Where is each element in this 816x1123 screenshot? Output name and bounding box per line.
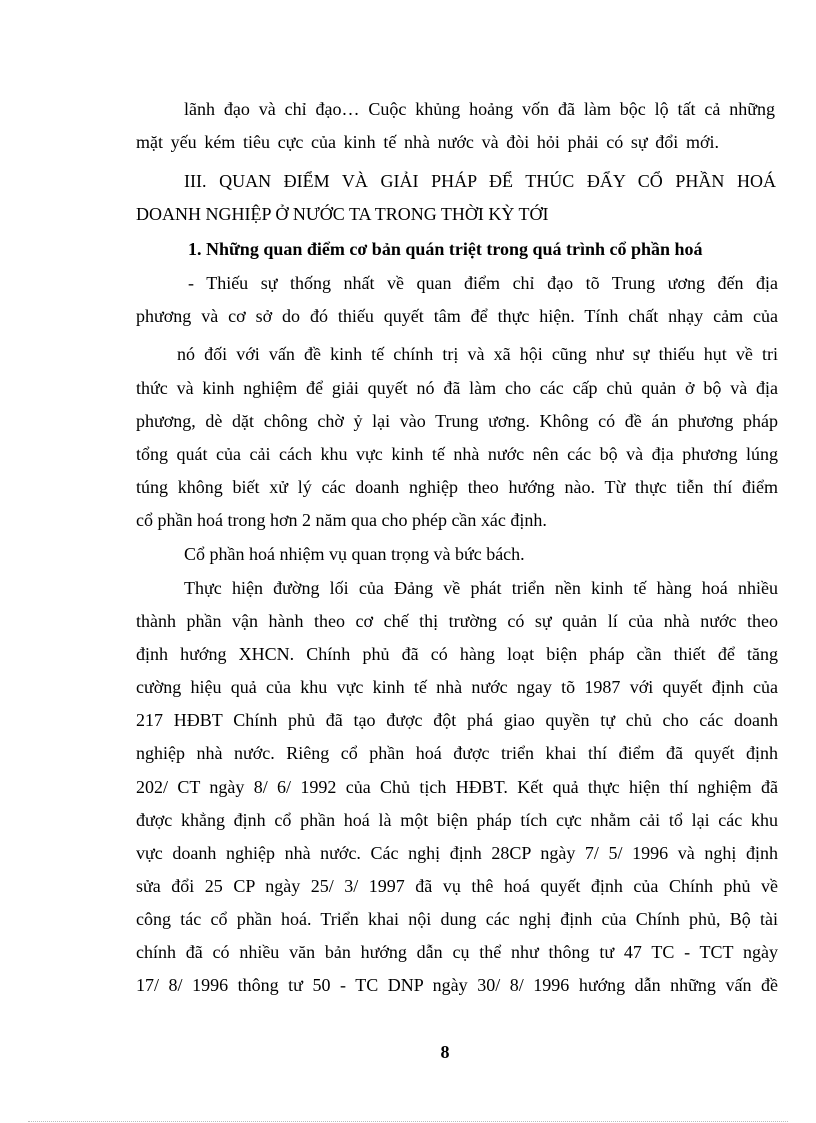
- section-heading-line-1: III. QUAN ĐIỂM VÀ GIẢI PHÁP ĐỂ THÚC ĐẨY CỔ PHẦN HOÁ: [184, 171, 776, 191]
- section-heading-line-2: DOANH NGHIỆP Ở NƯỚC TA TRONG THỜI KỲ TỚI: [136, 204, 549, 224]
- page-number: 8: [440, 1042, 450, 1062]
- text-line-26: chính đã có nhiều văn bản hướng dẫn cụ thể như thông tư 47 TC - TCT ngày: [136, 942, 778, 962]
- text-line-6: - Thiếu sự thống nhất về quan điểm chỉ đạo tõ Trung ương đến địa: [188, 273, 778, 293]
- text-line-9: thức và kinh nghiệm để giải quyết nó đã làm cho các cấp chủ quản ở bộ và địa: [136, 378, 778, 398]
- text-line-14: Cổ phần hoá nhiệm vụ quan trọng và bức bách.: [184, 544, 525, 564]
- text-line-23: vực doanh nghiệp nhà nước. Các nghị định 28CP ngày 7/ 5/ 1996 và nghị định: [136, 843, 778, 863]
- page-bottom-rule: [28, 1121, 788, 1122]
- text-line-11: tổng quát của cải cách khu vực kinh tế nhà nước nên các bộ và địa phương lúng: [136, 444, 778, 464]
- text-line-22: được khẳng định cổ phần hoá là một biện pháp tích cực nhằm cải tổ lại các khu: [136, 810, 778, 830]
- text-line-25: công tác cổ phần hoá. Triển khai nội dung các nghị định của Chính phủ, Bộ tài: [136, 909, 778, 929]
- text-line-18: cường hiệu quả của khu vực kinh tế nhà nước ngay tõ 1987 với quyết định của: [136, 677, 778, 697]
- text-line-16: thành phần vận hành theo cơ chế thị trường có sự quản lí của nhà nước theo: [136, 611, 778, 631]
- text-line-17: định hướng XHCN. Chính phủ đã có hàng loạt biện pháp cần thiết để tăng: [136, 644, 778, 664]
- text-line-21: 202/ CT ngày 8/ 6/ 1992 của Chủ tịch HĐBT. Kết quả thực hiện thí nghiệm đã: [136, 777, 778, 797]
- text-line-1: lãnh đạo và chỉ đạo… Cuộc khủng hoảng vốn đã làm bộc lộ tất cả những: [184, 99, 775, 119]
- subheading: 1. Những quan điểm cơ bản quán triệt trong quá trình cổ phần hoá: [188, 239, 703, 259]
- text-line-10: phương, dè dặt chông chờ ỷ lại vào Trung ương. Không có đề án phương pháp: [136, 411, 778, 431]
- text-line-8: nó đối với vấn đề kinh tế chính trị và xã hội cũng như sự thiếu hụt về tri: [177, 344, 778, 364]
- text-line-13: cổ phần hoá trong hơn 2 năm qua cho phép cần xác định.: [136, 510, 547, 530]
- text-line-12: túng không biết xử lý các doanh nghiệp theo hướng nào. Từ thực tiễn thí điểm: [136, 477, 778, 497]
- text-line-27: 17/ 8/ 1996 thông tư 50 - TC DNP ngày 30/ 8/ 1996 hướng dẫn những vấn đề: [136, 975, 778, 995]
- text-line-19: 217 HĐBT Chính phủ đã tạo được đột phá giao quyền tự chủ cho các doanh: [136, 710, 778, 730]
- text-line-20: nghiệp nhà nước. Riêng cổ phần hoá được triển khai thí điểm đã quyết định: [136, 743, 778, 763]
- text-line-15: Thực hiện đường lối của Đảng về phát triển nền kinh tế hàng hoá nhiều: [184, 578, 778, 598]
- text-line-24: sửa đổi 25 CP ngày 25/ 3/ 1997 đã vụ thê hoá quyết định của Chính phủ về: [136, 876, 778, 896]
- text-line-2: mặt yếu kém tiêu cực của kinh tế nhà nước và đòi hỏi phải có sự đổi mới.: [136, 132, 719, 152]
- text-line-7: phương và cơ sở do đó thiếu quyết tâm để thực hiện. Tính chất nhạy cảm của: [136, 306, 778, 326]
